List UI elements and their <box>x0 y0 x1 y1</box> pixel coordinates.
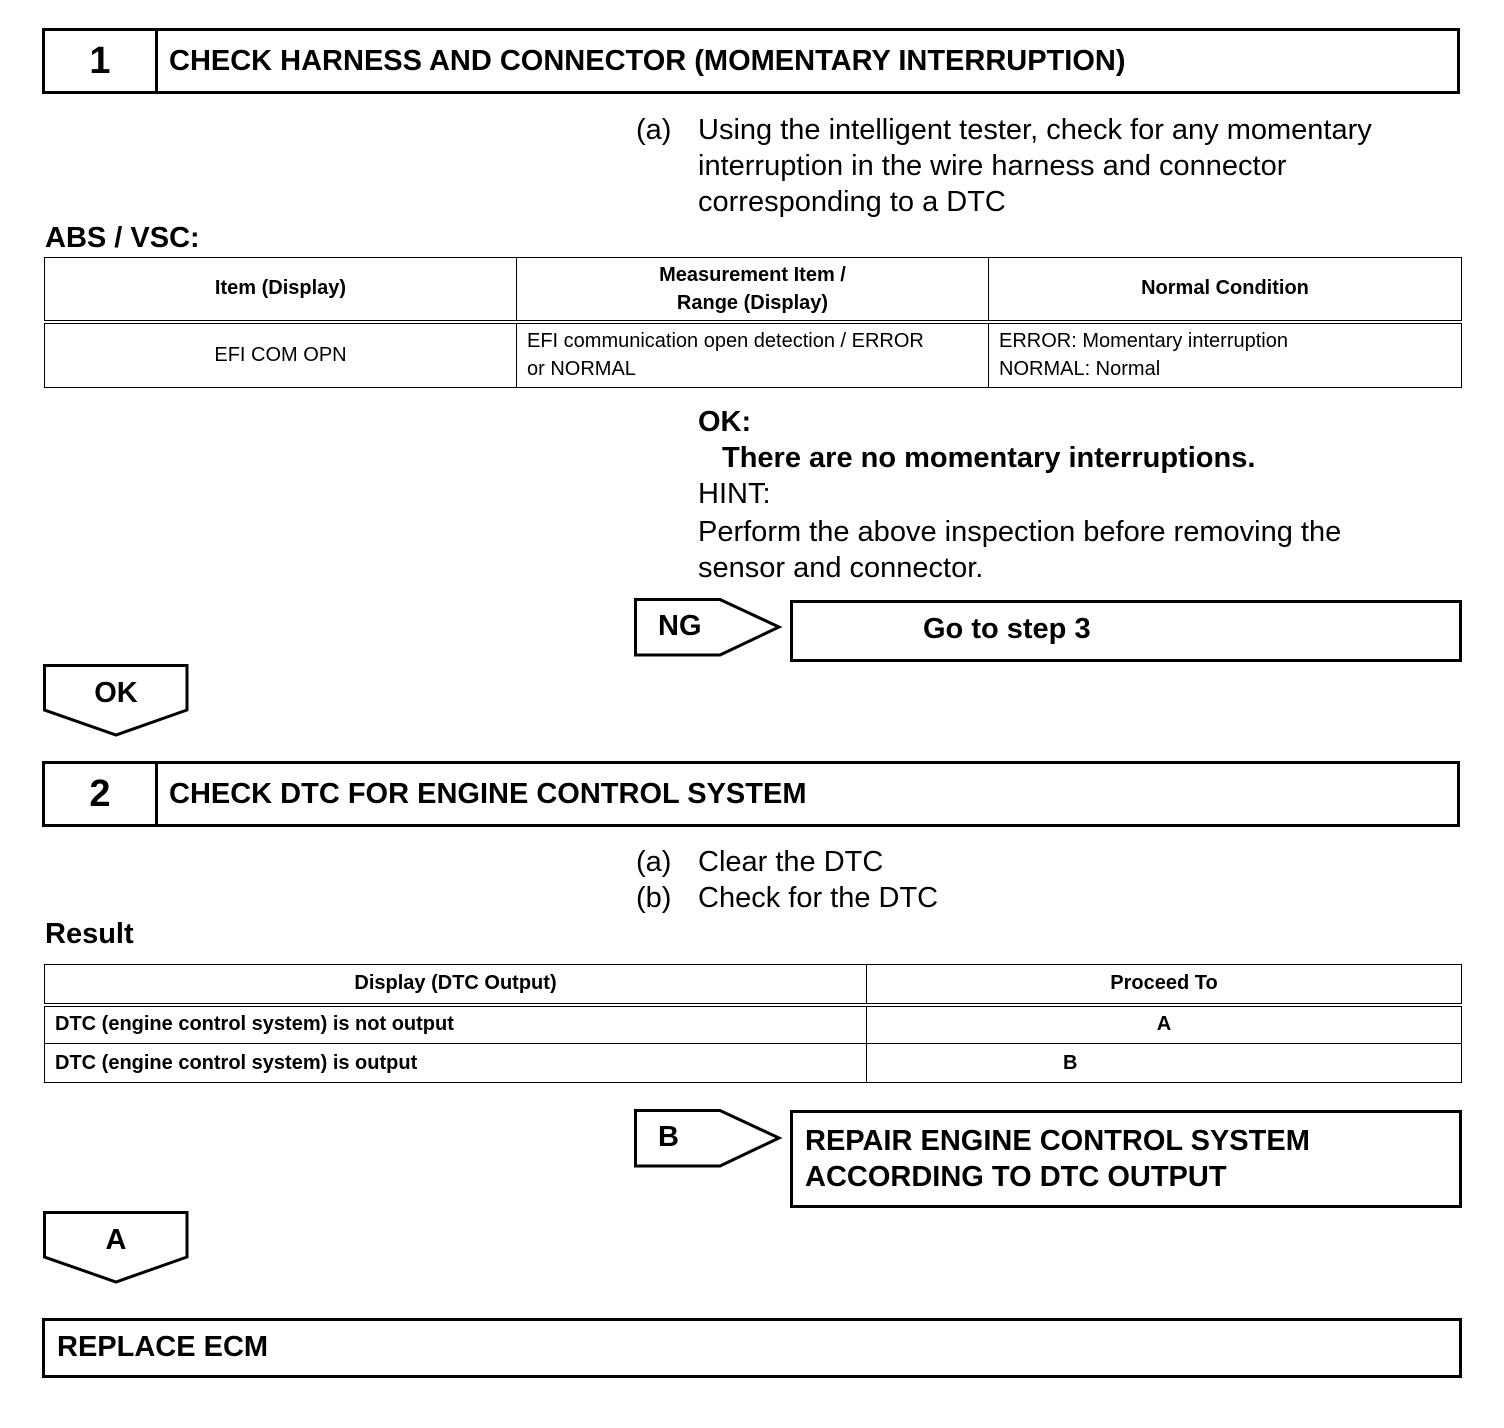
cell-item: EFI COM OPN <box>45 322 517 388</box>
cell-normal <box>989 322 1462 388</box>
hint-line: sensor and connector. <box>698 552 984 584</box>
hint-label: HINT: <box>698 478 771 510</box>
cell-display: DTC (engine control system) is output <box>45 1044 867 1083</box>
result-table <box>44 964 1462 1083</box>
ng-result-text: Go to step 3 <box>923 613 1091 645</box>
b-marker: B <box>658 1121 679 1153</box>
abs-vsc-table <box>44 257 1462 388</box>
table-header-row <box>45 965 1462 1005</box>
ok-text: There are no momentary interruptions. <box>722 442 1256 474</box>
header-display-dtc: Display (DTC Output) <box>45 965 867 1005</box>
header-measurement-line: Range (Display) <box>676 291 829 314</box>
step1-instruction <box>698 112 1372 220</box>
cell-proceed: A <box>867 1005 1462 1044</box>
b-result-box <box>790 1110 1462 1208</box>
cell-measurement-line: EFI communication open detection / ERROR <box>527 330 924 353</box>
b-arrow-icon <box>634 1109 784 1169</box>
header-item-display: Item (Display) <box>45 258 517 322</box>
step1-instruction-line: Using the intelligent tester, check for any momentary <box>698 114 1372 146</box>
table-row <box>45 322 1462 388</box>
step1-header <box>42 28 1460 94</box>
cell-measurement-line: or NORMAL <box>527 358 636 381</box>
table-row <box>45 1005 1462 1044</box>
step1-instruction-line: interruption in the wire harness and connector <box>698 150 1287 182</box>
step2-number: 2 <box>45 764 158 824</box>
header-proceed-to: Proceed To <box>867 965 1462 1005</box>
hint-line: Perform the above inspection before removing the <box>698 516 1342 548</box>
result-label: Result <box>45 918 134 950</box>
b-result-line: REPAIR ENGINE CONTROL SYSTEM <box>805 1125 1310 1157</box>
step1-title: CHECK HARNESS AND CONNECTOR (MOMENTARY INTERRUPTION) <box>169 45 1126 77</box>
step1-instruction-line: corresponding to a DTC <box>698 186 1006 218</box>
ng-arrow-icon <box>634 598 784 658</box>
cell-normal-line: NORMAL: Normal <box>999 358 1161 381</box>
step1-number: 1 <box>45 31 158 91</box>
ng-result-box <box>790 600 1462 662</box>
table-header-row <box>45 258 1462 322</box>
cell-measurement <box>517 322 989 388</box>
a-marker: A <box>105 1224 127 1256</box>
step2-title: CHECK DTC FOR ENGINE CONTROL SYSTEM <box>169 778 807 810</box>
step2-instruction-b: Check for the DTC <box>698 882 939 914</box>
step1-instruction-marker: (a) <box>636 114 672 146</box>
header-measurement-line: Measurement Item / <box>659 263 846 286</box>
step2-instruction-b-marker: (b) <box>636 882 672 914</box>
abs-vsc-label: ABS / VSC: <box>45 222 200 254</box>
cell-proceed: B <box>867 1044 1462 1083</box>
b-result-line: ACCORDING TO DTC OUTPUT <box>805 1161 1227 1193</box>
b-result-text <box>805 1123 1310 1195</box>
hint-text <box>698 514 1341 586</box>
header-measurement <box>517 258 989 322</box>
cell-display: DTC (engine control system) is not output <box>45 1005 867 1044</box>
ng-marker: NG <box>658 610 702 642</box>
step2-instruction-a-marker: (a) <box>636 846 672 878</box>
step2-instruction-a: Clear the DTC <box>698 846 884 878</box>
header-normal-condition: Normal Condition <box>989 258 1462 322</box>
ok-label: OK: <box>698 406 752 438</box>
ok-marker: OK <box>94 677 138 709</box>
cell-normal-line: ERROR: Momentary interruption <box>999 330 1288 353</box>
replace-ecm-box: REPLACE ECM <box>42 1318 1462 1378</box>
step2-header <box>42 761 1460 827</box>
table-row <box>45 1044 1462 1083</box>
